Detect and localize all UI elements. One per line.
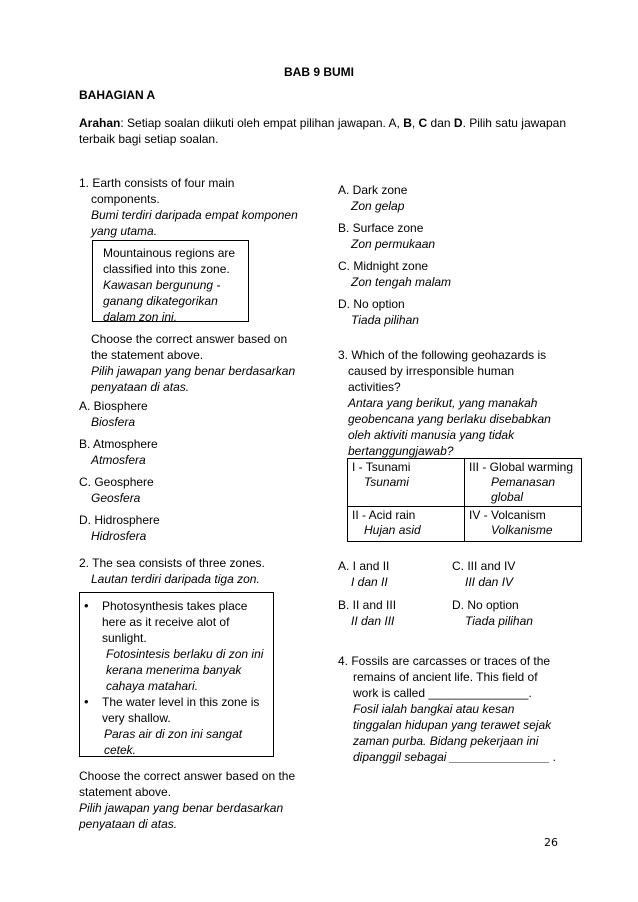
instructions: Arahan: Setiap soalan diikuti oleh empat pilihan jawapan. A, B, C dan D. Pilih satu jawapan terbaik bagi setiap soalan. xyxy=(79,116,566,146)
q1-stem-ms-2: yang utama. xyxy=(91,224,158,238)
q1-option-d[interactable]: D. Hidrosphere Hidrosfera xyxy=(79,513,160,543)
q3-option-c[interactable]: C. III and IV III dan IV xyxy=(452,559,516,589)
question-3: 3. Which of the following geohazards is caused by irresponsible human activities? Antara yang berikut, yang manakah geobencana yang berlaku disebabkan oleh aktiviti manusia yang tidak bertanggungjawab? xyxy=(338,348,551,458)
q1-stem-ms-1: Bumi terdiri daripada empat komponen xyxy=(91,208,298,222)
q3-cell-4: IV - Volcanism Volkanisme xyxy=(465,507,582,542)
q1-statement-box: Mountainous regions are classified into this zone. Kawasan bergunung - ganang dikategorikan dalam zon ini. xyxy=(92,240,249,322)
q2-option-b[interactable]: B. Surface zone Zon permukaan xyxy=(338,221,436,251)
section-heading: BAHAGIAN A xyxy=(79,88,156,102)
q2-option-a[interactable]: A. Dark zone Zon gelap xyxy=(338,183,408,213)
page-title: BAB 9 BUMI xyxy=(284,65,355,79)
q2-stem-en: 2. The sea consists of three zones. xyxy=(79,556,265,570)
q3-cell-3: III - Global warming Pemanasan global xyxy=(465,459,582,507)
q2-option-d[interactable]: D. No option Tiada pilihan xyxy=(338,297,419,327)
q2-bullet-list xyxy=(80,598,273,758)
q2-prompt: Choose the correct answer based on the statement above. Pilih jawapan yang benar berdasarkan penyataan di atas. xyxy=(79,769,296,831)
q4-blank-en: work is called _______________. xyxy=(353,686,532,700)
q3-cell-1: I - Tsunami Tsunami xyxy=(348,459,465,507)
q1-option-c[interactable]: C. Geosphere Geosfera xyxy=(79,475,154,505)
q2-bullet-1: • Photosynthesis takes place here as it receive alot of sunlight. Fotosintesis berlaku di zon ini kerana menerima banyak cahaya matahari. xyxy=(80,598,273,694)
q1-stem-en-2: components. xyxy=(91,192,160,206)
instructions-label: Arahan xyxy=(79,116,121,130)
question-2 xyxy=(79,555,265,587)
q1-prompt: Choose the correct answer based on the statement above. Pilih jawapan yang benar berdasarkan penyataan di atas. xyxy=(91,332,296,394)
page-number: 26 xyxy=(544,836,558,849)
q3-cell-2: II - Acid rain Hujan asid xyxy=(348,507,465,542)
q2-stem-ms: Lautan terdiri daripada tiga zon. xyxy=(91,572,260,586)
q1-option-a[interactable]: A. Biosphere Biosfera xyxy=(79,399,148,429)
q4-blank-ms: dipanggil sebagai _______________ . xyxy=(353,750,557,764)
q2-statement-box xyxy=(79,592,274,757)
q1-stem-en-1: 1. Earth consists of four main xyxy=(79,176,235,190)
question-1 xyxy=(79,175,319,239)
q3-geohazard-table xyxy=(347,458,582,542)
q3-option-d[interactable]: D. No option Tiada pilihan xyxy=(452,598,533,628)
question-4: 4. Fossils are carcasses or traces of the remains of ancient life. This field of work is called _______________. Fosil ialah bangkai atau kesan tinggalan hidupan yang terawet sejak zaman purba. Bidang pekerjaan ini dipanggil sebagai _______________ . xyxy=(338,654,557,764)
q3-option-b[interactable]: B. II and III II dan III xyxy=(338,598,397,628)
q1-option-b[interactable]: B. Atmosphere Atmosfera xyxy=(79,437,158,467)
q2-bullet-2: • The water level in this zone is very shallow. Paras air di zon ini sangat cetek. xyxy=(80,694,273,758)
q3-option-a[interactable]: A. I and II I dan II xyxy=(338,559,390,589)
q2-option-c[interactable]: C. Midnight zone Zon tengah malam xyxy=(338,259,452,289)
